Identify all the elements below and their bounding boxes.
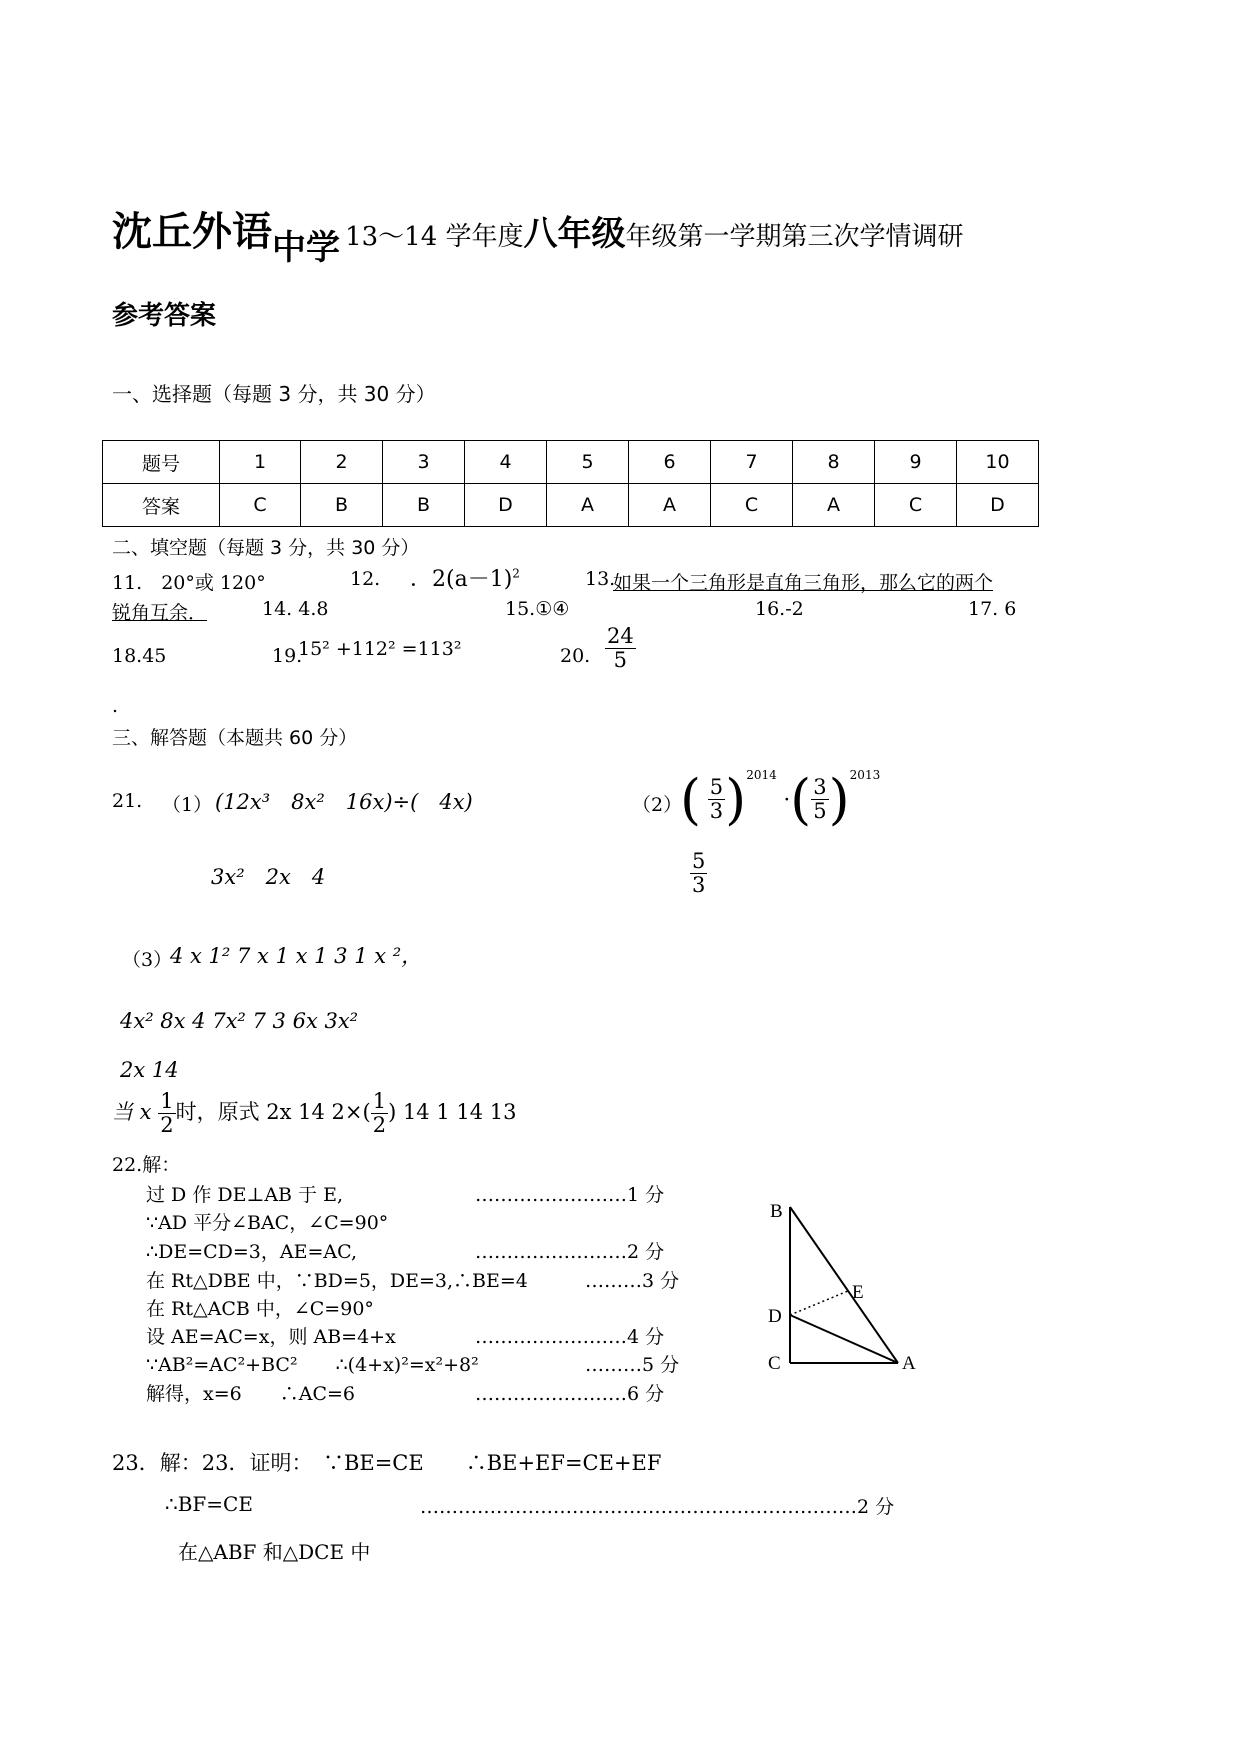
- q21-1-expr: (12x³ 8x² 16x)÷( 4x): [215, 790, 473, 814]
- q21-2-expr: ( $\frac{5}{3}$ )$^{2014}$ ·( $\frac{3}{5}$ )$^{2013}$: [680, 768, 881, 831]
- q21-label: 21.: [112, 790, 143, 812]
- segment-de: [790, 1291, 848, 1315]
- answer-13-label: 13.: [585, 568, 616, 590]
- q22-line-score: ……………………2 分: [475, 1241, 665, 1263]
- answer-16: 16.-2: [755, 598, 804, 620]
- q23-line2: ∴BF=CE: [165, 1492, 253, 1516]
- answer-18: 18.45: [112, 645, 167, 667]
- table-cell: A: [629, 484, 711, 527]
- fraction-numerator: 1: [372, 1089, 387, 1113]
- fraction-denominator: 5: [813, 799, 827, 823]
- q21-2-label: （2）: [632, 794, 683, 816]
- exponent: 2013: [849, 768, 881, 782]
- q21-3-step1: 4x² 8x 4 7x² 7 3 6x 3x²: [120, 1009, 359, 1033]
- fraction-denominator: 3: [709, 799, 724, 823]
- triangle-figure: [760, 1195, 930, 1375]
- answer-13-line1: 如果一个三角形是直角三角形，那么它的两个: [613, 572, 994, 594]
- answer-14: 14. 4.8: [262, 598, 329, 620]
- q21-3-step2: 2x 14: [120, 1058, 179, 1082]
- title-grade: 八年级: [523, 214, 626, 254]
- answer-15: 15.①④: [505, 598, 570, 620]
- q22-line-score: ………3 分: [585, 1270, 680, 1292]
- title-year: 13～14 学年度: [345, 222, 524, 252]
- answer-20-label: 20.: [560, 645, 591, 667]
- table-cell: B: [301, 484, 383, 527]
- answer-12-sup: 2: [512, 566, 520, 581]
- table-header-q: 题号: [103, 441, 220, 484]
- fraction-denominator: 5: [613, 648, 628, 673]
- q21-1-label: （1）: [162, 794, 213, 816]
- title-school-suffix: 中学: [272, 228, 340, 268]
- answer-11: 11. 20°或 120°: [112, 572, 266, 594]
- table-cell: 6: [629, 441, 711, 484]
- table-cell: A: [547, 484, 629, 527]
- table-header-a: 答案: [103, 484, 220, 527]
- q22-line-text: ∵AB²=AC²+BC² ∴(4+x)²=x²+8²: [146, 1354, 479, 1376]
- answer-19-label: 19.: [272, 645, 303, 667]
- q21-3-when: 当 x: [112, 1100, 152, 1125]
- section2-heading: 二、填空题（每题 3 分，共 30 分）: [112, 537, 420, 559]
- q21-3-label: （3）: [122, 949, 173, 971]
- table-cell: 1: [220, 441, 301, 484]
- table-cell: D: [957, 484, 1039, 527]
- stray-dot: .: [112, 695, 119, 717]
- answer-13-line2: 锐角互余．: [112, 602, 208, 624]
- fraction-denominator: 3: [692, 873, 706, 898]
- table-cell: 2: [301, 441, 383, 484]
- answer-20-fraction: [605, 625, 636, 672]
- q22-line-text: 解得，x=6 ∴AC=6: [146, 1383, 355, 1405]
- q22-line-text: 在 Rt△ACB 中，∠C=90°: [146, 1298, 374, 1320]
- label-d: D: [768, 1306, 782, 1327]
- q22-line-text: 过 D 作 DE⊥AB 于 E,: [146, 1184, 343, 1206]
- label-a: A: [902, 1353, 916, 1374]
- q22-line-score: ……………………4 分: [475, 1326, 665, 1348]
- q23-line1: 23．解：23．证明： ∵BE=CE ∴BE+EF=CE+EF: [112, 1451, 662, 1475]
- fraction-numerator: 5: [709, 774, 724, 799]
- table-cell: A: [793, 484, 875, 527]
- table-cell: 10: [957, 441, 1039, 484]
- fraction-numerator: 24: [607, 624, 634, 648]
- table-cell: B: [383, 484, 465, 527]
- q22-line-score: ……………………6 分: [475, 1383, 665, 1405]
- exponent: 2014: [746, 768, 777, 782]
- table-row-answers: [103, 484, 1039, 527]
- fraction-denominator: 2: [160, 1113, 174, 1138]
- table-row-questions: [103, 441, 1039, 484]
- answer-17: 17. 6: [968, 598, 1017, 620]
- answer-19: 15² +112² =113²: [298, 638, 462, 660]
- label-b: B: [770, 1201, 783, 1222]
- q21-2-result: [690, 850, 707, 897]
- q21-3-expr: 4 x 1² 7 x 1 x 1 3 1 x ²，: [170, 944, 423, 968]
- q22-line-text: 在 Rt△DBE 中，∵BD=5，DE=3,∴BE=4: [146, 1270, 528, 1292]
- table-cell: 3: [383, 441, 465, 484]
- table-cell: C: [220, 484, 301, 527]
- q22-line-text: 设 AE=AC=x，则 AB=4+x: [146, 1326, 396, 1348]
- table-cell: 9: [875, 441, 957, 484]
- label-e: E: [852, 1282, 864, 1303]
- table-cell: 5: [547, 441, 629, 484]
- fraction-denominator: 2: [372, 1113, 387, 1138]
- table-cell: C: [711, 484, 793, 527]
- q21-1-result: 3x² 2x 4: [190, 865, 326, 889]
- q23-line3: 在△ABF 和△DCE 中: [178, 1540, 371, 1564]
- q21-3-end: ) 14 1 14 13: [388, 1100, 517, 1125]
- section3-heading: 三、解答题（本题共 60 分）: [112, 727, 358, 749]
- fraction-numerator: 1: [160, 1089, 174, 1113]
- title-school: 沈丘外语: [112, 208, 272, 255]
- fraction-numerator: 3: [813, 774, 827, 799]
- answer-12: [410, 562, 520, 593]
- q22-line-score: ………5 分: [585, 1354, 680, 1376]
- answer-12-expr: ．2(a－1): [410, 567, 513, 592]
- answer-12-label: 12.: [350, 568, 381, 590]
- q21-3-evaluation: [112, 1090, 517, 1137]
- subtitle: 参考答案: [112, 301, 217, 331]
- title-rest: 年级第一学期第三次学情调研: [625, 222, 964, 252]
- q23-score: ……………………………………………………………2 分: [420, 1496, 895, 1518]
- table-cell: 4: [465, 441, 547, 484]
- q22-label: 22.解：: [112, 1154, 181, 1176]
- q22-line-text: ∵AD 平分∠BAC，∠C=90°: [146, 1212, 389, 1234]
- multiply-dot: ·: [783, 787, 791, 812]
- q22-line-score: ……………………1 分: [475, 1184, 665, 1206]
- answer-table: [102, 440, 1039, 527]
- table-cell: 7: [711, 441, 793, 484]
- q21-3-mid: 时，原式 2x 14 2×(: [175, 1100, 371, 1125]
- fraction-numerator: 5: [692, 849, 706, 873]
- label-c: C: [768, 1353, 781, 1374]
- q22-line-text: ∴DE=CD=3，AE=AC,: [146, 1241, 358, 1263]
- table-cell: C: [875, 484, 957, 527]
- document-title: [112, 200, 964, 268]
- section1-heading: 一、选择题（每题 3 分，共 30 分）: [112, 382, 436, 406]
- table-cell: D: [465, 484, 547, 527]
- table-cell: 8: [793, 441, 875, 484]
